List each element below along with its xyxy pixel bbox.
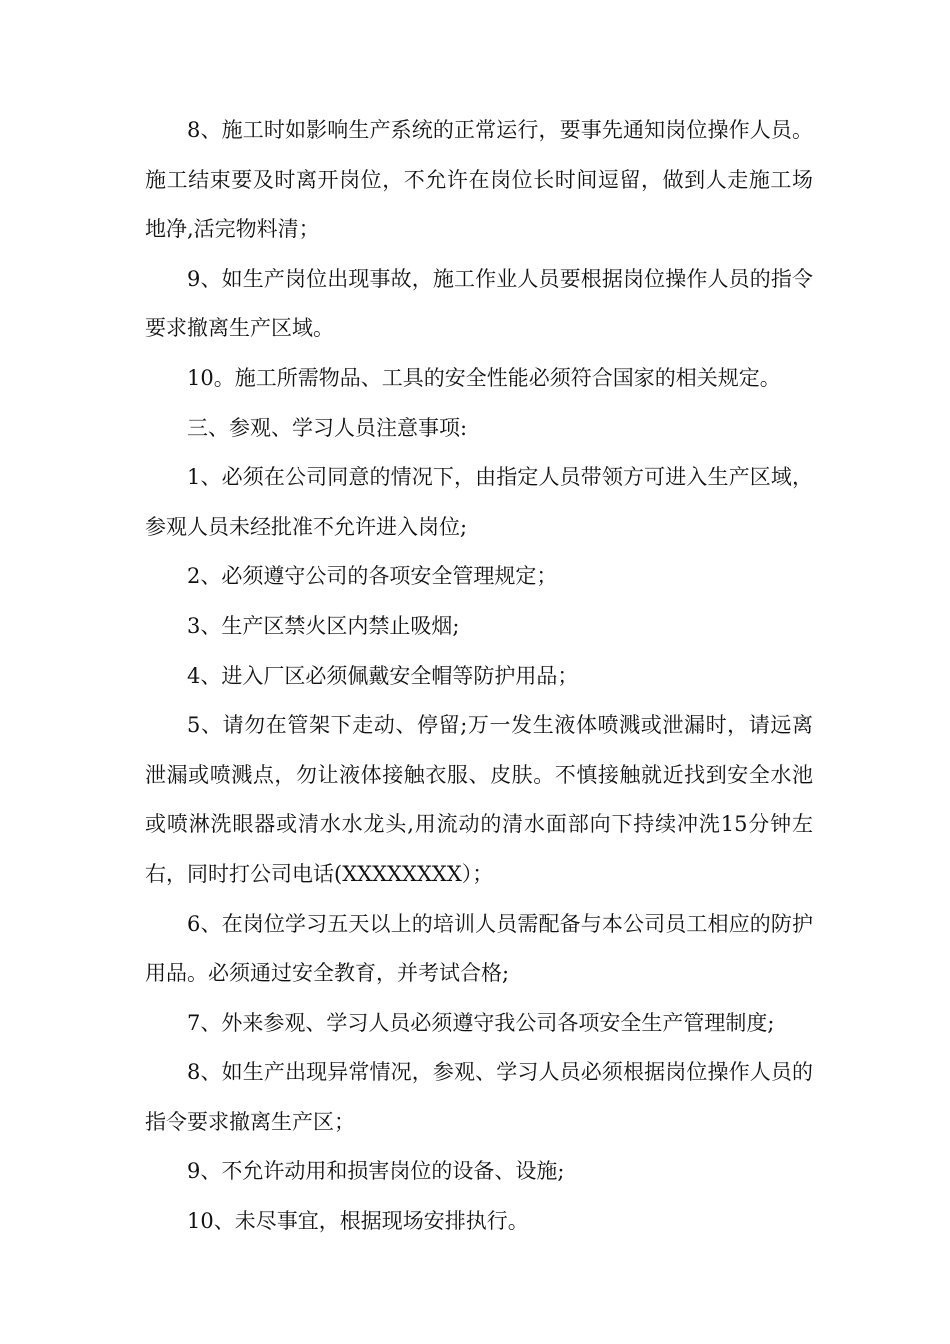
paragraph-visitor-rule-7: 7、外来参观、学习人员必须遵守我公司各项安全生产管理制度;: [187, 1010, 775, 1035]
paragraph-visitor-rule-9: 9、不允许动用和损害岗位的设备、设施;: [187, 1159, 565, 1184]
paragraph-construction-notice-8: 8、施工时如影响生产系统的正常运行，要事先通知岗位操作人员。施工结束要及时离开岗位，不允许在岗位长时间逗留，做到人走施工场地净,活完物料清；: [145, 118, 813, 242]
paragraph-visitor-rule-8: 8、如生产出现异常情况，参观、学习人员必须根据岗位操作人员的指令要求撤离生产区；: [145, 1060, 813, 1134]
paragraph-visitor-rule-2: 2、必须遵守公司的各项安全管理规定；: [187, 564, 558, 589]
document-body: [145, 106, 813, 1247]
paragraph-tools-safety-10: 10。施工所需物品、工具的安全性能必须符合国家的相关规定。: [187, 365, 781, 390]
paragraph-visitor-rule-5: 5、请勿在管架下走动、停留;万一发生液体喷溅或泄漏时，请远离泄漏或喷溅点，勿让液体接触衣服、皮肤。不慎接触就近找到安全水池或喷淋洗眼器或清水水龙头,用流动的清水面部向下持续冲洗15分钟左右，同时打公司电话(XXXXXXXX）；: [145, 713, 813, 886]
paragraph-visitor-rule-3: 3、生产区禁火区内禁止吸烟;: [187, 613, 460, 638]
paragraph-visitor-rule-6: 6、在岗位学习五天以上的培训人员需配备与本公司员工相应的防护用品。必须通过安全教育，并考试合格;: [145, 911, 813, 986]
paragraph-visitor-rule-1: 1、必须在公司同意的情况下，由指定人员带领方可进入生产区域，参观人员未经批准不允许进入岗位;: [145, 465, 813, 539]
paragraph-visitor-rule-10: 10、未尽事宜，根据现场安排执行。: [187, 1209, 529, 1234]
paragraph-construction-evacuation-9: 9、如生产岗位出现事故，施工作业人员要根据岗位操作人员的指令要求撤离生产区域。: [145, 266, 813, 341]
section-heading-visitors: 三、参观、学习人员注意事项:: [187, 415, 468, 440]
paragraph-visitor-rule-4: 4、进入厂区必须佩戴安全帽等防护用品；: [187, 663, 579, 688]
